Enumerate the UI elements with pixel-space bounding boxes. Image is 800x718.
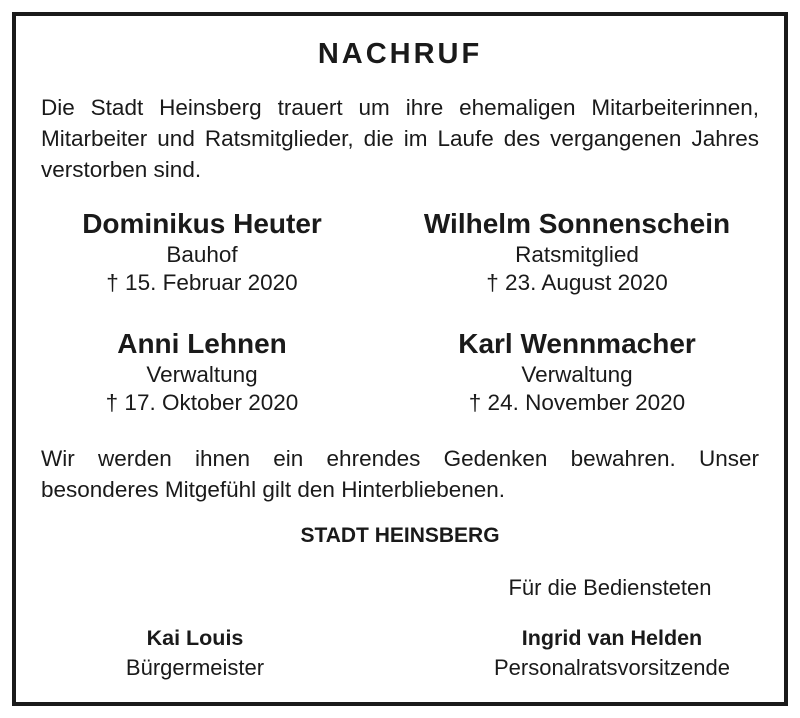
deceased-name: Wilhelm Sonnenschein (423, 208, 731, 239)
deceased-name: Dominikus Heuter (82, 208, 322, 239)
deceased-date: † 24. November 2020 (468, 390, 686, 415)
deceased-role: Verwaltung (521, 362, 633, 387)
signatory-title: Bürgermeister (125, 655, 265, 680)
deceased-date: † 23. August 2020 (486, 270, 668, 295)
deceased-entry (12, 327, 392, 417)
signatory-name: Ingrid van Helden (521, 626, 703, 650)
deceased-role: Bauhof (166, 242, 238, 267)
deceased-entry (387, 207, 767, 297)
intro-text: Die Stadt Heinsberg trauert um ihre ehemaligen Mitarbeiterinnen, Mitarbeiter und Ratsmitglieder, die im Laufe des vergangenen Jahres verstorben sind. (41, 95, 759, 182)
organization-name: STADT HEINSBERG (300, 524, 500, 547)
signatory (462, 623, 762, 683)
deceased-entry (387, 327, 767, 417)
deceased-name: Karl Wennmacher (458, 328, 696, 359)
deceased-date: † 15. Februar 2020 (106, 270, 298, 295)
obituary-title: NACHRUF (317, 38, 483, 70)
closing-text: Wir werden ihnen ein ehrendes Gedenken bewahren. Unser besonderes Mitgefühl gilt den Hinterbliebenen. (41, 446, 759, 502)
signatory-name: Kai Louis (146, 626, 244, 650)
deceased-name: Anni Lehnen (117, 328, 287, 359)
deceased-role: Ratsmitglied (515, 242, 639, 267)
for-staff-label: Für die Bediensteten (508, 575, 712, 600)
signatory (45, 623, 345, 683)
deceased-role: Verwaltung (146, 362, 258, 387)
deceased-entry (12, 207, 392, 297)
deceased-date: † 17. Oktober 2020 (105, 390, 299, 415)
signatory-title: Personalratsvorsitzende (493, 655, 730, 680)
